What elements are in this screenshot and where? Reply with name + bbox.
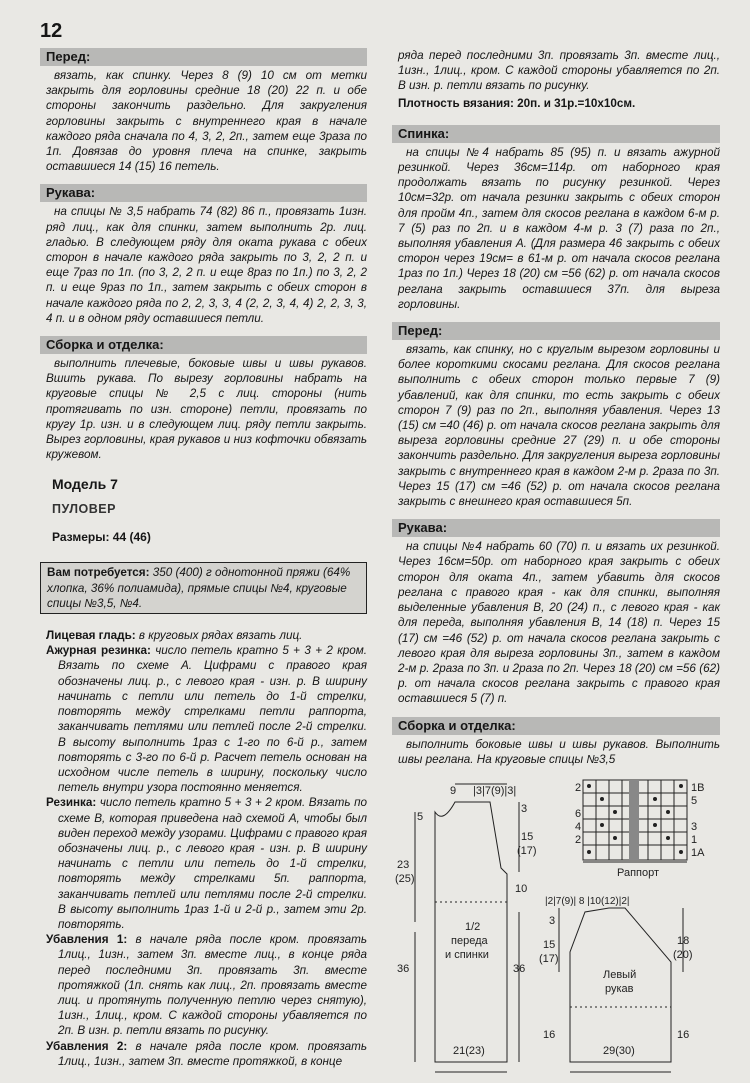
sleeves-text-2: на спицы №4 набрать 60 (70) п. и вязать их резинкой. Через 16см=50р. от наборного края закрыть с обеих сторон для оката 4п., затем убавить для скосов реглана с правого края - как для спинки, выполняя выделенные убавления В, 20 (24) п., с левого края - как для переда, выполняя убавления В, 14 (18) п. Через 15 (17) см =46 (52) р. от начала скосов реглана закрыть с левого края для выреза горловины 3п., затем в каждом 2-м р. 2раза по 3п. и 2раза по 2п. Через 18 (20) см =56 (62) р. от начала скосов реглана закрыть с правого края оставшиеся 5 (7) п. bbox=[398, 540, 720, 706]
materials-text: 350 (400) г однотонной пряжи (64% хлопка, 36% полиамида), прямые спицы №4, круговые спицы №3,5, №4. bbox=[47, 566, 351, 610]
materials-label: Вам потребуется: bbox=[47, 566, 150, 580]
section-header-sleeves: Рукава: bbox=[40, 184, 367, 202]
body-lower-right: 36 bbox=[513, 963, 526, 975]
left-column bbox=[40, 48, 367, 1069]
chart-row-left-3: 4 bbox=[575, 821, 582, 833]
chart-caption: Раппорт bbox=[617, 867, 660, 879]
sleeve-cuff-left: 16 bbox=[543, 1029, 556, 1041]
density: Плотность вязания: 20п. и 31р.=10x10см. bbox=[398, 96, 636, 110]
chart-row-right-5: 1A bbox=[691, 847, 705, 859]
chart-row-right-4: 1 bbox=[691, 834, 698, 846]
body-label-2: переда bbox=[451, 935, 488, 947]
chart-row-right-1: 1B bbox=[691, 782, 705, 794]
chart-symbols bbox=[587, 780, 683, 860]
section-header-assembly: Сборка и отделка: bbox=[40, 336, 367, 354]
body-shoulder-left: 5 bbox=[417, 811, 424, 823]
chart-row-left-1: 2 bbox=[575, 782, 582, 794]
front-text-2: вязать, как спинку, но с круглым вырезом горловины и более короткими скосами реглана. Для скосов реглана выполнить с обеих сторон только первые 7 (9) убавлений, как для спинки, то есть закрыть с обеих сторон 7 (9) раз по 2п., выполняя убавления. Через 13 (15) см =40 (46) р. от начала скосов реглана закрыть для выреза горловины средние 27 (29) п. и обе стороны закончить раздельно. Для закругления выреза горловины закрыть с внутреннего края в каждом 2-м р. 2раза по 3п. Через 15 (17) см =46 (52) р. от начала скосов реглана закрыть с внешнего края оставшиеся 5п. bbox=[398, 343, 720, 509]
body-bottom-width: 21(23) bbox=[453, 1045, 485, 1057]
sleeve-bottom-width: 29(30) bbox=[603, 1045, 635, 1057]
sleeve-left-mark: 3 bbox=[549, 915, 556, 927]
stitch-definitions bbox=[40, 628, 367, 1069]
assembly-text-2: выполнить боковые швы и швы рукавов. Выполнить швы реглана. На круговые спицы №3,5 bbox=[398, 737, 720, 766]
body-raglan-height-alt: (17) bbox=[517, 845, 537, 857]
assembly-text: выполнить плечевые, боковые швы и швы рукавов. Вшить рукава. По вырезу горловины набрать на круговые спицы № 2,5 с лиц. стороны (нить протягивать по изн. стороне) петли, провязать по кругу 1р. изн. и в следующем лиц. ряду петли закрыть. Вырез горловины, края рукавов и низ кофточки обвязать кружевом. bbox=[46, 357, 367, 462]
sleeves-text: на спицы № 3,5 набрать 74 (82) 86 п., провязать 1изн. ряд лиц., как для спинки, затем выполнить 2р. лиц. гладью. В следующем ряду для оката рукава с обеих сторон в начале каждого ряда закрыть по 3, 2, 2 п. и еще 7раз по 1п. (по 3, 2, 2 п. и еще 8раз по 1п.) по 3, 2, 2 п. и еще 9раз по 1п., затем закрыть с обеих сторон в начале каждого ряда по 2, 2, 3, 3, 4 (2, 2, 3, 4, 4) 2, 2, 3, 3, 4 п. и в одном ряду оставшиеся петли. bbox=[46, 205, 367, 325]
sleeve-left-height: 15 bbox=[543, 939, 556, 951]
sleeve-label-2: рукав bbox=[605, 983, 634, 995]
section-header-front: Перед: bbox=[40, 48, 367, 66]
body-label-1: 1/2 bbox=[465, 921, 481, 933]
body-label-3: и спинки bbox=[445, 949, 489, 961]
sizes: Размеры: 44 (46) bbox=[52, 530, 151, 545]
body-upper-height: 23 bbox=[397, 859, 410, 871]
sleeve-right-height: 18 bbox=[677, 935, 690, 947]
chart-row-left-4: 2 bbox=[575, 834, 582, 846]
body-raglan-height: 15 bbox=[521, 831, 534, 843]
rib-stitch: Резинка: число петель кратно 5 + 3 + 2 кром. Вязать по схеме В, которая приведена над схемой А, чтобы был виден переход между узорами. Цифрами с правого края обозначены лиц. р., с левого края - изн. р. В ширину начинать с петли или петель до 1-й стрелки, повторять между стрелками 5п. раппорта, заканчивать петлей или петлями после 2-й стрелки. В высоту выполнить 1раз 1-й и 2-й р., затем эти 2р. повторять. bbox=[46, 796, 367, 931]
right-column bbox=[392, 48, 720, 777]
section-header-front-2: Перед: bbox=[392, 322, 720, 340]
continued-text: ряда перед последними 3п. провязать 3п. вместе лиц., 1изн., 1лиц., кром. С каждой стороны убавляется по 2п. В изн. р. петли вязать по рисунку. bbox=[398, 49, 720, 93]
section-header-sleeves-2: Рукава: bbox=[392, 519, 720, 537]
sleeve-right-height-alt: (20) bbox=[673, 949, 693, 961]
decrease-2: Убавления 2: в начале ряда после кром. провязать 1лиц., 1изн., затем 3п. вместе протяжкой, в конце bbox=[46, 1039, 368, 1068]
materials-box bbox=[40, 562, 367, 614]
body-lower-left: 36 bbox=[397, 963, 410, 975]
face-stitch: Лицевая гладь: в круговых рядах вязать лиц. bbox=[46, 629, 303, 643]
sleeve-cuff-right: 16 bbox=[677, 1029, 690, 1041]
body-shoulder-right: 3 bbox=[521, 803, 528, 815]
section-header-back: Спинка: bbox=[392, 125, 720, 143]
decrease-1: Убавления 1: в начале ряда после кром. провязать 1лиц., 1изн., затем 3п. вместе лиц., в конце ряда перед последними 3п. провязать 3п. вместе протяжкой (1п. снять как лиц., 2п. провязать вместе лиц. и протянуть полученную петлю через снятую), 1изн., 1лиц., кром. С каждой стороны убавляется по 2п. В изн. р. петли вязать по рисунку. bbox=[46, 933, 368, 1038]
sleeve-top-dims: |2|7(9)| 8 |10(12)|2| bbox=[545, 896, 630, 907]
chart-row-right-3: 3 bbox=[691, 821, 698, 833]
diagrams bbox=[395, 772, 725, 1078]
sleeve-left-height-alt: (17) bbox=[539, 953, 559, 965]
body-neck-dims: |3|7(9)|3| bbox=[473, 785, 517, 797]
front-text: вязать, как спинку. Через 8 (9) 10 см от метки закрыть для горловины средние 18 (20) 22 п. и обе стороны закончить раздельно. Для закругления горловины закрыть с внутреннего края в начале каждого ряда сначала по 4, 3, 2, 2п., затем еще 3раза по 1п. Довязав до уровня плеча на спинке, закрыть оставшиеся 14 (15) 16 петель. bbox=[46, 69, 367, 174]
page-number: 12 bbox=[40, 20, 63, 42]
chart-row-left-2: 6 bbox=[575, 808, 582, 820]
model-title: Модель 7 bbox=[52, 476, 118, 493]
chart-row-right-2: 5 bbox=[691, 795, 698, 807]
lace-rib: Ажурная резинка: число петель кратно 5 + 3 + 2 кром. Вязать по схеме А. Цифрами с правого края обозначены лиц. р., с левого края - изн. р. В ширину начинать с петли или петель до 1-й стрелки, повторять между стрелками петли раппорта, заканчивать петлями или петлей после 2-й стрелки. В высоту выполнить 1раз с 1-го по 6-й р., затем повторять с 3-го по 6-й р. Расчет петель основан на исходном числе петель в ширину, поскольку число петель внутри узора постоянно меняется. bbox=[46, 644, 367, 795]
sleeve-label-1: Левый bbox=[603, 969, 637, 981]
body-armhole: 10 bbox=[515, 883, 528, 895]
model-type: ПУЛОВЕР bbox=[52, 502, 116, 517]
back-text: на спицы №4 набрать 85 (95) п. и вязать ажурной резинкой. Через 36см=114р. от наборного края продолжать вязать по рисунку резинкой. Через 10см=32р. от начала резинки закрыть с обеих сторон для пройм 4п., затем для скосов реглана в каждом 6-м р. 7 (5) раз по 2п. и в каждом 4-м р. 3 (7) раза по 2п., выполняя убавления А. (Для размера 46 закрыть с обеих сторон через 19см= в 61-м р. от начала скосов реглана 1раз по 1п.) Через 18 (20) см =56 (62) р. от начала скосов реглана закрыть оставшиеся 37п. для выреза горловины. bbox=[398, 145, 720, 311]
body-upper-height-alt: (25) bbox=[395, 873, 415, 885]
body-top-width: 9 bbox=[450, 785, 457, 797]
section-header-assembly-2: Сборка и отделка: bbox=[392, 717, 720, 735]
